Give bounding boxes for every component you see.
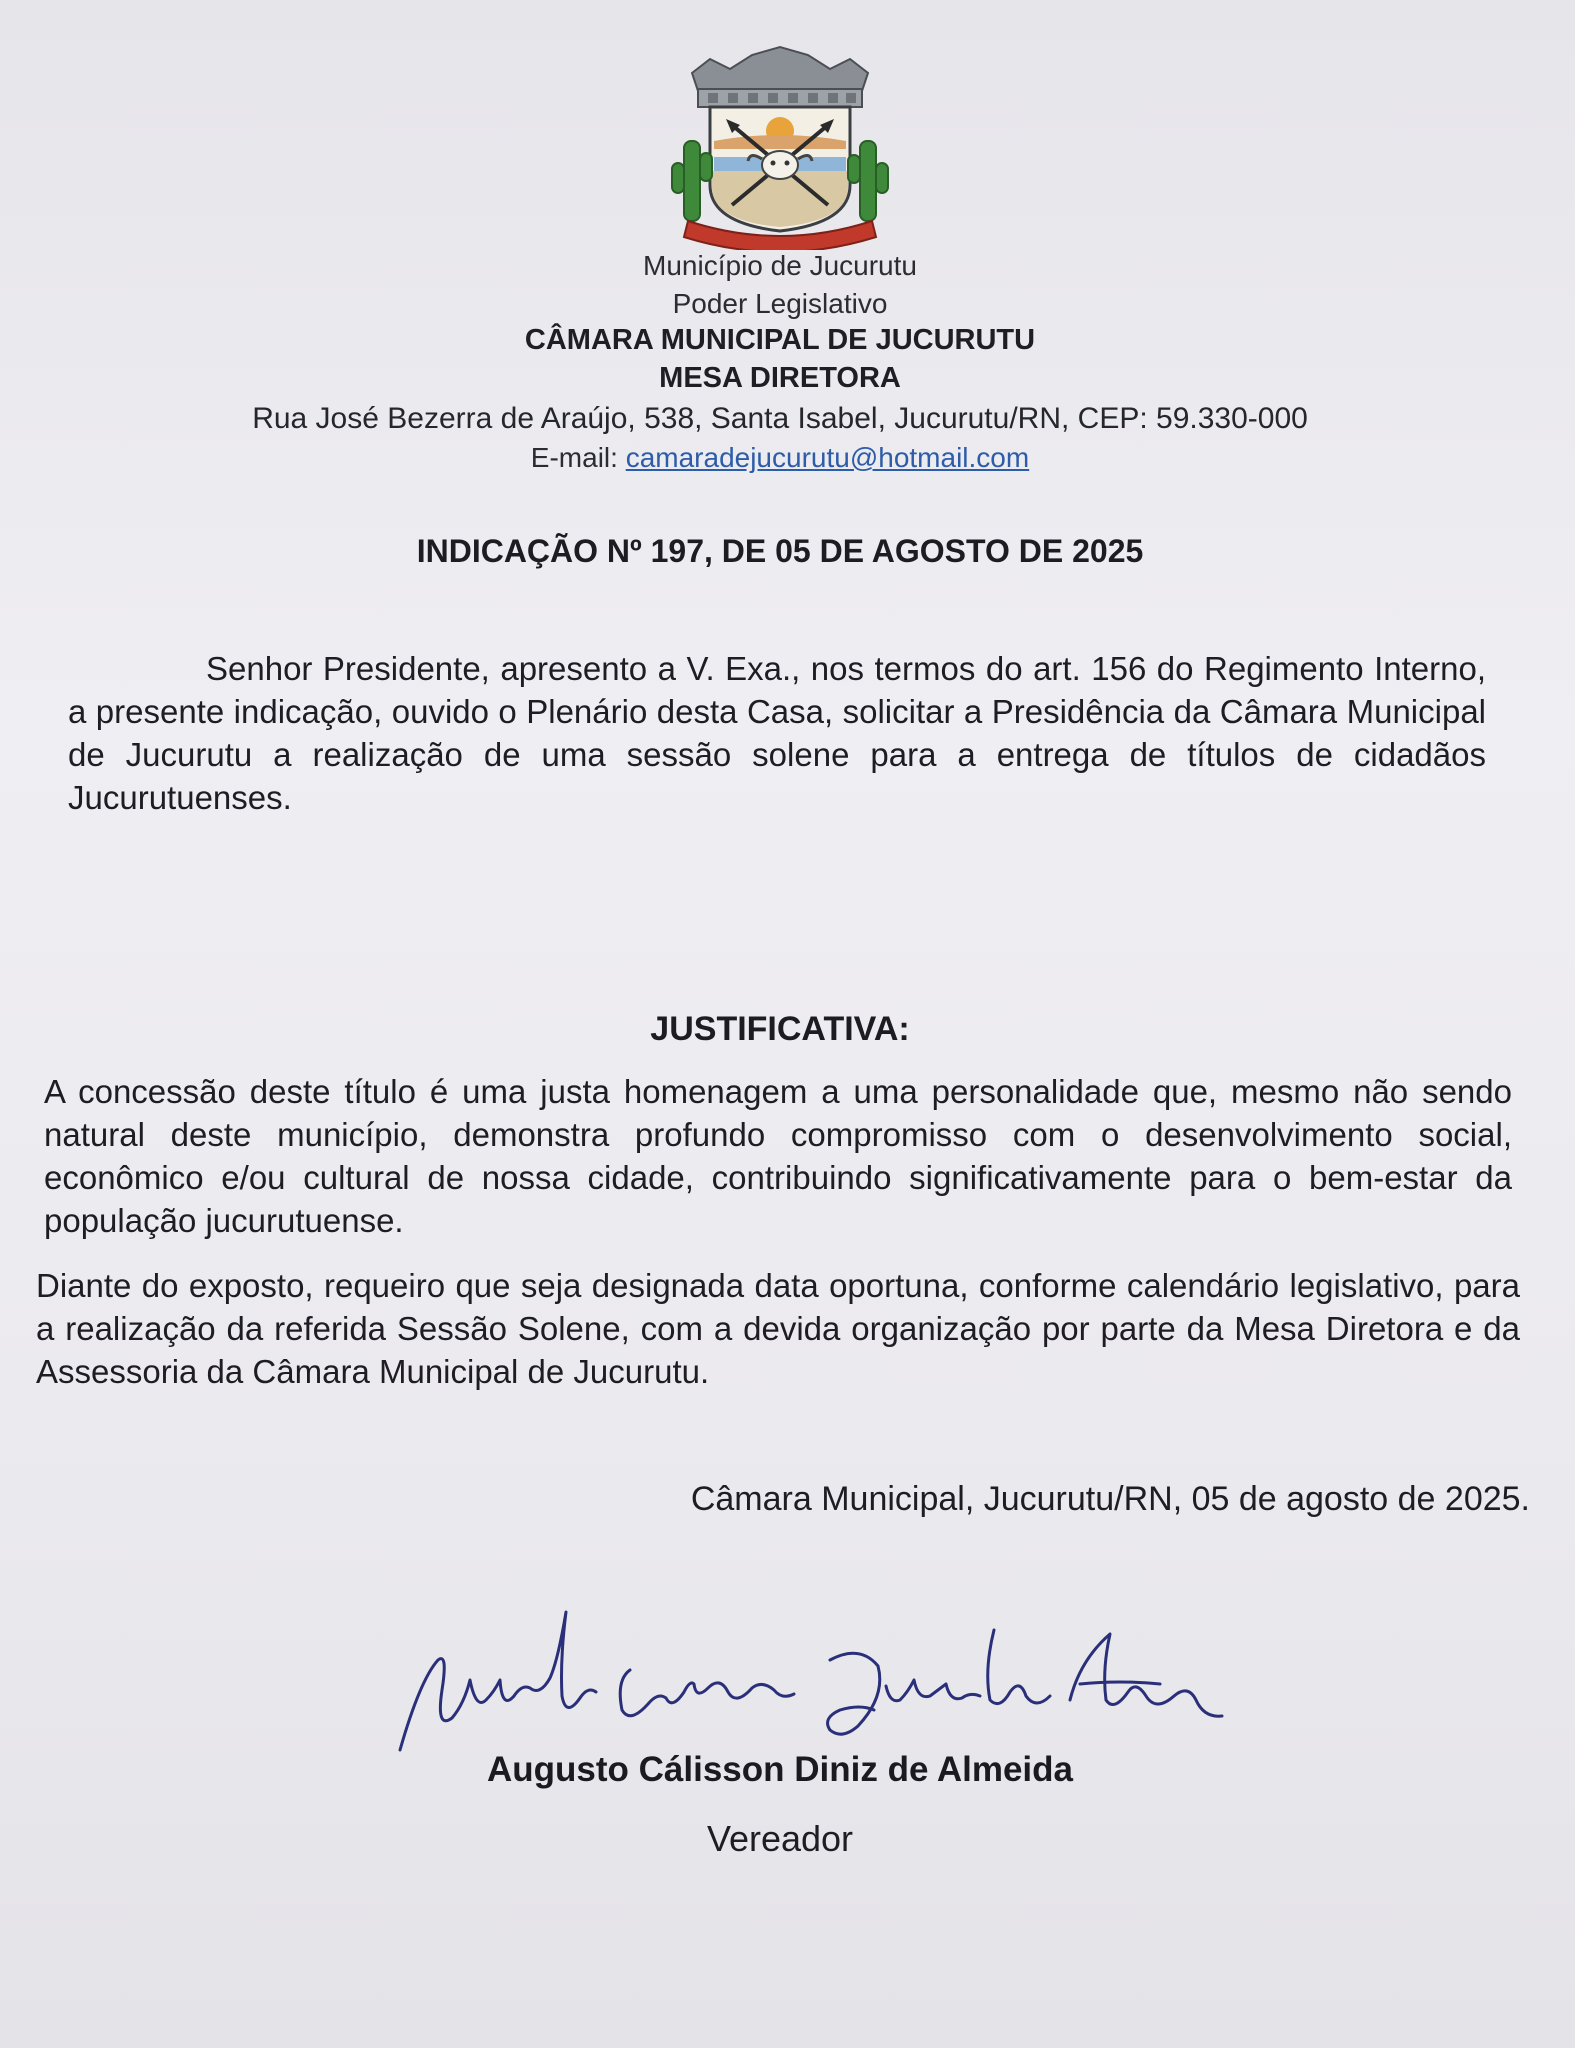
- header-chamber-name: CÂMARA MUNICIPAL DE JUCURUTU: [524, 324, 1036, 356]
- header-municipality: Município de Jucurutu: [643, 250, 917, 281]
- handwritten-signature: [390, 1600, 1230, 1770]
- justification-paragraph-2: Diante do exposto, requeiro que seja designada data oportuna, conforme calendário legislativo, para a realização da referida Sessão Solene, com a devida organização por parte da Mesa Diretora e da Assessoria da Câmara Municipal de Jucurutu.: [36, 1267, 1520, 1390]
- document-title: INDICAÇÃO Nº 197, DE 05 DE AGOSTO DE 2025: [416, 533, 1144, 569]
- signer-name: Augusto Cálisson Diniz de Almeida: [487, 1750, 1073, 1789]
- municipal-crest-logo: [670, 45, 890, 250]
- email-label: E-mail:: [530, 442, 618, 473]
- header-address: Rua José Bezerra de Araújo, 538, Santa Isabel, Jucurutu/RN, CEP: 59.330-000: [252, 402, 1308, 435]
- intro-paragraph: Senhor Presidente, apresento a V. Exa., nos termos do art. 156 do Regimento Interno, a presente indicação, ouvido o Plenário desta Casa, solicitar a Presidência da Câmara Municipal de Jucurutu a realização de uma sessão solene para a entrega de títulos de cidadãos Jucurutuenses.: [68, 650, 1486, 816]
- signer-role: Vereador: [706, 1818, 854, 1859]
- justification-paragraph-1: A concessão deste título é uma justa homenagem a uma personalidade que, mesmo não sendo natural deste município, demonstra profundo compromisso com o desenvolvimento social, econômico e/ou cultural de nossa cidade, contribuindo significativamente para o bem-estar da população jucurutuense.: [44, 1073, 1512, 1239]
- date-line: Câmara Municipal, Jucurutu/RN, 05 de agosto de 2025.: [690, 1480, 1530, 1518]
- email-link[interactable]: camaradejucurutu@hotmail.com: [625, 442, 1030, 473]
- justification-heading: JUSTIFICATIVA:: [650, 1010, 910, 1048]
- header-board-name: MESA DIRETORA: [659, 362, 901, 394]
- header-email-line: [0, 442, 1560, 474]
- header-legislative-power: Poder Legislativo: [672, 288, 888, 319]
